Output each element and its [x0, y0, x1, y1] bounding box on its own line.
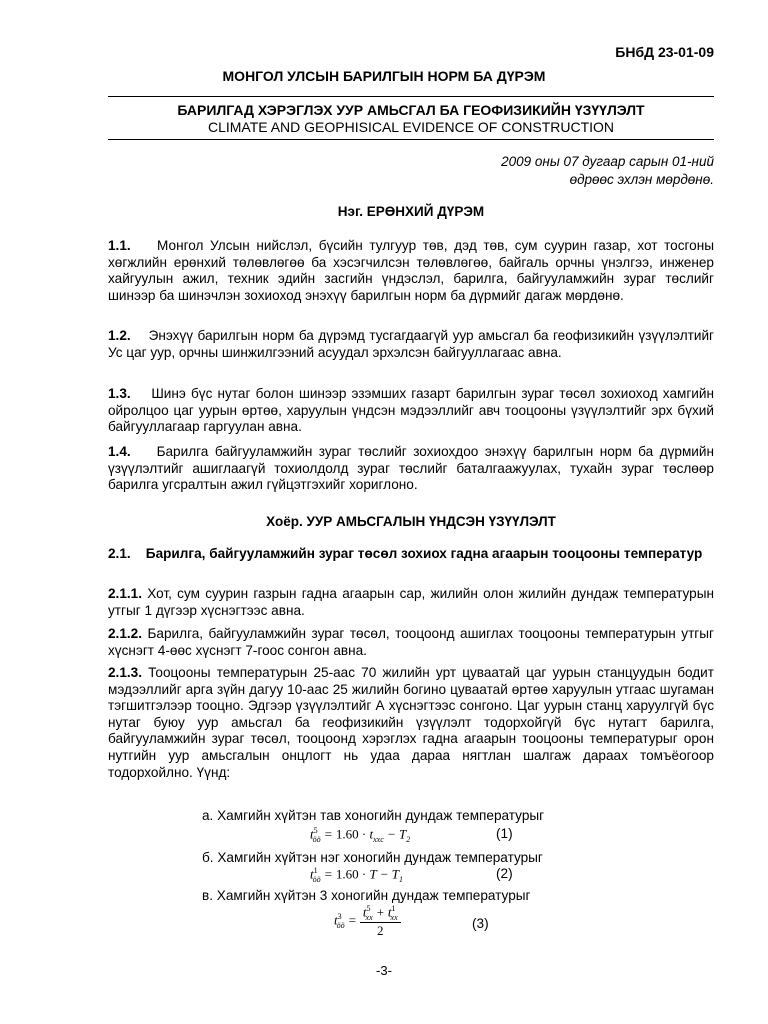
main-title: МОНГОЛ УЛСЫН БАРИЛГЫН НОРМ БА ДҮРЭМ: [222, 68, 546, 84]
formula-item-b: б. Хамгийн хүйтэн нэг хоногийн дундаж температурыг: [202, 850, 543, 865]
paragraph-number: 1.1.: [108, 238, 131, 253]
paragraph-number: 1.3.: [108, 386, 131, 401]
subsection-number: 2.1.: [108, 546, 131, 561]
formula-1-number: (1): [496, 826, 513, 841]
effective-date-line2: өдрөөс эхлэн мөрдөнө.: [569, 172, 714, 187]
paragraph-2-1-2: [108, 626, 714, 659]
formula-2: $t^1_{öö} = 1.60 \cdot T - T_1$: [310, 866, 403, 884]
paragraph-text: Тооцооны температурын 25-аас 70 жилийн урт цуваатай цаг уурын станцуудын бодит мэдээллийг арга зүйн дагуу 10-аас 25 жилийн богино цуваатай өртөө харуулын утгаас шугаман тэгшитгэлээр тооцно. Эдгээр үзүүлэлтийг А хүснэгтээс сонгоно. Цаг уурын станц харуулгүй бүс нутаг буюу уур амьсгал ба геофизикийн үзүүлэлт тодорхойгүй бүс нутагт барилга, байгууламжийн зураг төсөл, тооцоонд хэрэглэх гадна агаарын тооцооны температурыг орон нутгийн уур амьсгалын онцлогт нь удаа дараа нягтлан шалгаж дараах томъёогоор тодорхойлно. Үүнд:: [108, 665, 714, 780]
paragraph-text: Хот, сум суурин газрын гадна агаарын сар, жилийн олон жилийн дундаж температурын утгыг 1 дүгээр хүснэгтээс авна.: [108, 586, 714, 618]
formula-item-a: а. Хамгийн хүйтэн тав хоногийн дундаж температурыг: [202, 808, 545, 823]
paragraph-number: 2.1.1.: [108, 586, 143, 601]
formula-item-c: в. Хамгийн хүйтэн 3 хоногийн дундаж температурыг: [202, 888, 531, 903]
paragraph-2-1-1: [108, 586, 714, 619]
paragraph-2-1-3: [108, 665, 714, 781]
paragraph-number: 2.1.2.: [108, 626, 143, 641]
bottom-rule: [108, 139, 714, 140]
document-subtitle: CLIMATE AND GEOPHISICAL EVIDENCE OF CONSTRUCTION: [207, 119, 615, 135]
paragraph-1-1: [108, 238, 714, 304]
page-number: -3-: [376, 963, 392, 978]
paragraph-text: Шинэ бүс нутаг болон шинээр эзэмших газарт барилгын зураг төсөл зохиоход хамгийн ойролцоо цаг уурын өртөө, харуулын үндсэн мэдээллийг авч тооцооны үзүүлэлтийг эрх бүхий байгууллагаар гаргуулан авна.: [108, 386, 714, 435]
formula-1: $t^5_{öö} = 1.60 \cdot t_{xxc} - T_2$: [310, 826, 411, 844]
effective-date-line1: 2009 оны 07 дугаар сарын 01-ний: [501, 154, 714, 169]
section-2-heading: Хоёр. УУР АМЬСГАЛЫН ҮНДСЭН ҮЗҮҮЛЭЛТ: [266, 514, 556, 529]
paragraph-number: 1.2.: [108, 328, 131, 343]
document-title: БАРИЛГАД ХЭРЭГЛЭХ УУР АМЬСГАЛ БА ГЕОФИЗИКИЙН ҮЗҮҮЛЭЛТ: [177, 102, 645, 118]
formula-2-number: (2): [496, 866, 513, 881]
paragraph-number: 1.4.: [108, 444, 131, 459]
subsection-title: Барилга, байгууламжийн зураг төсөл зохиох гадна агаарын тооцооны температур: [145, 546, 703, 561]
formula-3-number: (3): [472, 916, 489, 931]
paragraph-text: Энэхүү барилгын норм ба дүрэмд тусгагдаагүй уур амьсгал ба геофизикийн үзүүлэлтийг Ус цаг уур, орчны шинжилгээний асуудал эрхэлсэн байгууллагаас авна.: [108, 328, 714, 360]
fraction: $\frac{t^5_{xx} + t^1_{xx}}{2}$: [360, 904, 401, 939]
section-1-heading: Нэг. ЕРӨНХИЙ ДҮРЭМ: [337, 204, 485, 219]
top-rule: [108, 96, 714, 97]
formula-3: $t^3_{öö}$ = $\frac{t^5_{xx} + t^1_{xx}}{2}$: [334, 904, 401, 939]
paragraph-number: 2.1.3.: [108, 665, 143, 680]
effective-date: [501, 153, 714, 189]
subsection-2-1: [108, 546, 714, 563]
paragraph-1-4: [108, 444, 714, 494]
paragraph-text: Монгол Улсын нийслэл, бүсийн тулгуур төв, дэд төв, сум суурин газар, хот тосгоны хөгжлийн ерөнхий төлөвлөгөө ба хэсэгчилсэн төлөвлөгөө, байгаль орчны үнэлгээ, инженер хайгуулын ажил, техник эдийн засгийн үндэслэл, барилга, байгууламжийн зураг төслийг шинээр ба шинэчлэн зохиоход энэхүү барилгын норм ба дүрмийг дагаж мөрдөнө.: [108, 238, 714, 303]
paragraph-text: Барилга, байгууламжийн зураг төсөл, тооцоонд ашиглах тооцооны температурын утгыг хүснэгт 4-өөс хүснэгт 7-гоос сонгон авна.: [108, 626, 714, 658]
paragraph-1-2: [108, 328, 714, 361]
paragraph-1-3: [108, 386, 714, 436]
paragraph-text: Барилга байгууламжийн зураг төслийг зохиохдоо энэхүү барилгын норм ба дүрмийн үзүүлэлтийг ашиглаагүй тохиолдолд зураг төслийг баталгаажуулах, тухайн зураг төслөөр барилга угсралтын ажил гүйцэтгэхийг хориглоно.: [108, 444, 714, 493]
standard-code: БНбД 23-01-09: [615, 44, 714, 60]
